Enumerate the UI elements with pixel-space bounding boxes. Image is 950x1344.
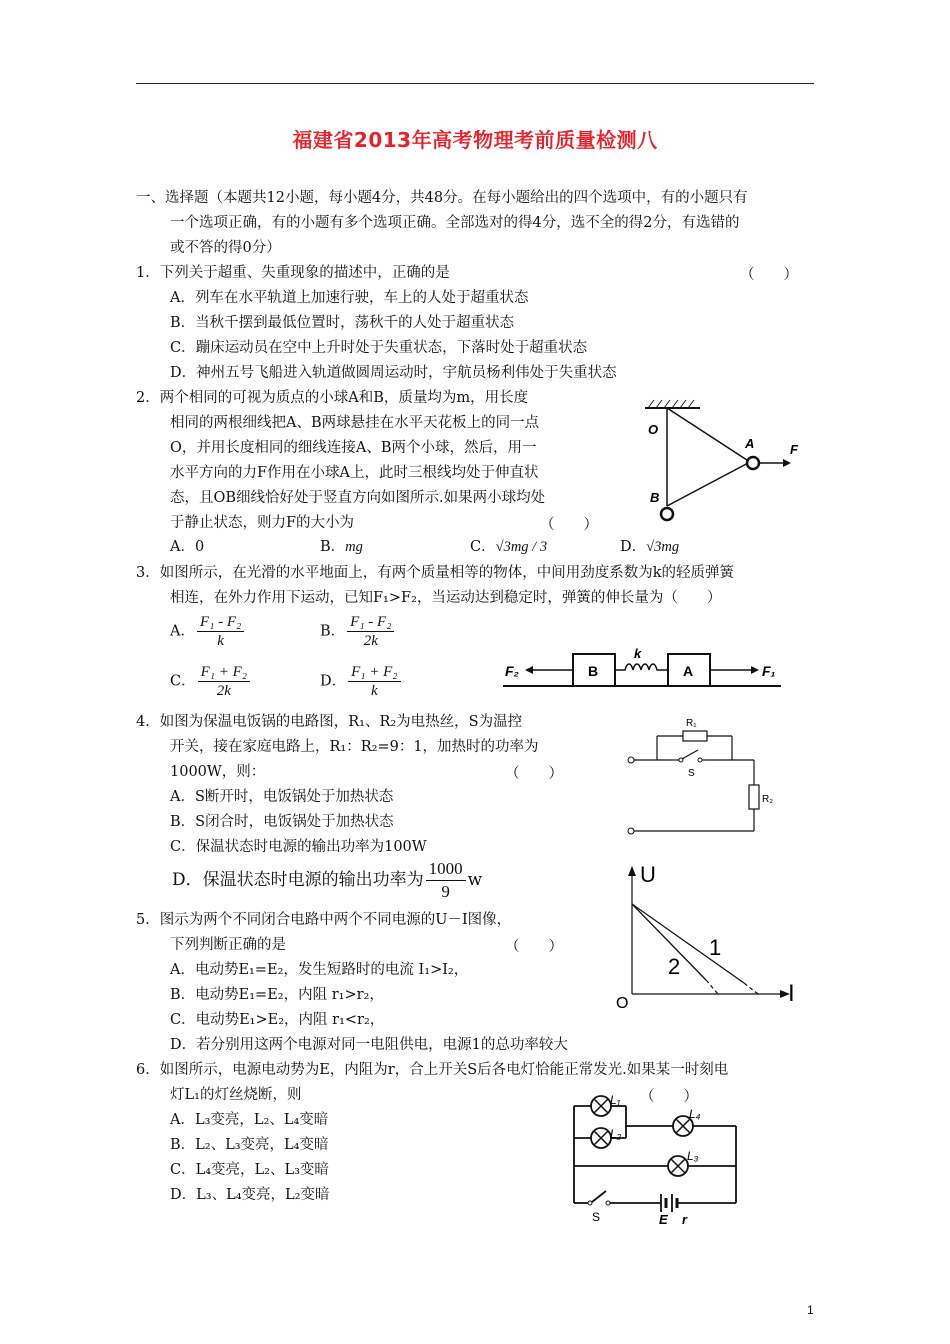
q4-option-a: A．S断开时，电饭锅处于加热状态 bbox=[170, 789, 394, 805]
q3-fig-f2: F₂ bbox=[505, 663, 519, 679]
q3-fig-k: k bbox=[634, 646, 642, 661]
q6-fig-l1: L₁ bbox=[610, 1093, 621, 1107]
resistor-r1 bbox=[683, 731, 707, 741]
q4-option-c: C．保温状态时电源的输出功率为100W bbox=[170, 839, 427, 855]
q5-fig-i: I bbox=[788, 980, 795, 1007]
q2-option-b: B．mg bbox=[320, 539, 363, 555]
q4-option-d: D．保温状态时电源的输出功率为 $\frac{1000}{9}$ w bbox=[172, 859, 483, 901]
q2-line6: 于静止状态，则力F的大小为 bbox=[170, 515, 355, 531]
q5-line1: 5．图示为两个不同闭合电路中两个不同电源的U－I图像， bbox=[136, 912, 512, 928]
q2-fig-f: F bbox=[790, 442, 798, 457]
q5-fig-label-2: 2 bbox=[668, 954, 681, 979]
q1-option-c: C．蹦床运动员在空中上升时处于失重状态，下落时处于超重状态 bbox=[170, 340, 588, 356]
q5-answer-paren: （ ） bbox=[505, 939, 563, 955]
q6-fig-l2: L₂ bbox=[610, 1127, 622, 1141]
q4-answer-paren: （ ） bbox=[505, 766, 563, 782]
q4-line1: 4．如图为保温电饭锅的电路图，R₁、R₂为电热丝，S为温控 bbox=[136, 714, 523, 730]
q2-line4: 水平方向的力F作用在小球A上，此时三根线均处于伸直状 bbox=[170, 465, 539, 481]
q5-fig-u: U bbox=[640, 862, 656, 887]
q3-option-b: B． $\frac{\text{F₁ - F₂}}{2k}$ bbox=[320, 613, 396, 650]
q4-fig-r1: R₁ bbox=[686, 718, 697, 729]
spring bbox=[615, 664, 668, 670]
q2-option-c: C．√3mg / 3 bbox=[470, 539, 548, 555]
q1-answer-paren: （ ） bbox=[740, 267, 798, 283]
ball-a bbox=[747, 457, 759, 469]
header-rule bbox=[136, 83, 814, 84]
section-header-line1: 一、选择题（本题共12小题，每小题4分，共48分。在每小题给出的四个选项中，有的小题只有 bbox=[136, 190, 748, 206]
q2-fig-b: B bbox=[650, 490, 660, 505]
q2-option-d: D．√3mg bbox=[620, 539, 680, 555]
q1-stem: 1．下列关于超重、失重现象的描述中，正确的是 bbox=[136, 265, 450, 281]
q2-line3: O，并用长度相同的细线连接A、B两个小球，然后，用一 bbox=[170, 440, 537, 456]
line-1 bbox=[632, 904, 744, 983]
q6-fig-s: S bbox=[592, 1210, 601, 1224]
q2-line2: 相同的两根细线把A、B两球悬挂在水平天花板上的同一点 bbox=[170, 415, 540, 431]
q6-fig-r: r bbox=[682, 1212, 688, 1227]
q5-fig-o: O bbox=[616, 995, 629, 1012]
section-header-line3: 或不答的得0分） bbox=[170, 240, 281, 256]
q6-fig-l3: L₃ bbox=[687, 1149, 699, 1163]
q4-option-b: B．S闭合时，电饭锅处于加热状态 bbox=[170, 814, 394, 830]
q3-option-d: D． $\frac{\text{F₁ + F₂}}{k}$ bbox=[320, 663, 403, 700]
q4-fig-r2: R₂ bbox=[762, 794, 774, 805]
q5-option-b: B．电动势E₁=E₂，内阻 r₁>r₂， bbox=[170, 987, 384, 1003]
q3-line1: 3．如图所示，在光滑的水平地面上，有两个质量相等的物体，中间用劲度系数为k的轻质弹簧 bbox=[136, 565, 735, 581]
page-title: 福建省2013年高考物理考前质量检测八 bbox=[292, 128, 658, 152]
q2-fig-a: A bbox=[745, 436, 755, 451]
resistor-r2 bbox=[749, 785, 759, 809]
q1-option-a: A．列车在水平轨道上加速行驶，车上的人处于超重状态 bbox=[170, 290, 529, 306]
q4-line2: 开关，接在家庭电路上，R₁：R₂=9：1，加热时的功率为 bbox=[170, 739, 539, 755]
q5-line2: 下列判断正确的是 bbox=[170, 937, 286, 953]
q3-figure bbox=[503, 648, 788, 690]
q6-fig-e: E bbox=[659, 1212, 668, 1227]
q5-option-d: D．若分别用这两个电源对同一电阻供电，电源1的总功率较大 bbox=[170, 1037, 568, 1053]
page-number: 1 bbox=[807, 1303, 814, 1317]
q2-option-a: A．0 bbox=[170, 539, 205, 555]
q6-line2: 灯L₁的灯丝烧断，则 bbox=[170, 1087, 302, 1103]
q5-fig-label-1: 1 bbox=[709, 935, 722, 960]
q6-option-b: B．L₂、L₃变亮，L₄变暗 bbox=[170, 1137, 329, 1153]
q3-option-a: A． $\frac{\text{F₁ - F₂}}{k}$ bbox=[170, 613, 246, 650]
q1-option-b: B．当秋千摆到最低位置时，荡秋千的人处于超重状态 bbox=[170, 315, 515, 331]
q3-line2: 相连，在外力作用下运动，已知F₁>F₂，当运动达到稳定时，弹簧的伸长量为（ ） bbox=[170, 590, 722, 606]
q2-figure bbox=[640, 398, 820, 528]
q4-line3: 1000W，则： bbox=[170, 764, 266, 780]
q3-fig-f1: F₁ bbox=[762, 663, 776, 679]
q6-line1: 6．如图所示，电源电动势为E，内阻为r，合上开关S后各电灯恰能正常发光.如果某一时刻电 bbox=[136, 1062, 729, 1078]
q3-option-c: C． $\frac{\text{F₁ + F₂}}{2k}$ bbox=[170, 663, 252, 700]
section-header-line2: 一个选项正确，有的小题有多个选项正确。全部选对的得4分，选不全的得2分，有选错的 bbox=[170, 215, 740, 231]
q6-figure bbox=[566, 1088, 781, 1228]
q2-answer-paren: （ ） bbox=[540, 517, 598, 533]
q3-fig-b: B bbox=[588, 663, 599, 679]
q6-fig-l4: L₄ bbox=[689, 1107, 701, 1121]
q5-option-a: A．电动势E₁=E₂，发生短路时的电流 I₁>I₂， bbox=[170, 962, 469, 978]
q5-figure bbox=[612, 862, 812, 1012]
q6-option-d: D．L₃、L₄变亮，L₂变暗 bbox=[170, 1187, 330, 1203]
q1-option-d: D．神州五号飞船进入轨道做圆周运动时，宇航员杨利伟处于失重状态 bbox=[170, 365, 617, 381]
q4-fig-s: S bbox=[688, 768, 695, 779]
q6-option-c: C．L₄变亮，L₂、L₃变暗 bbox=[170, 1162, 329, 1178]
q2-line5: 态，且OB细线恰好处于竖直方向如图所示.如果两小球均处 bbox=[170, 490, 546, 506]
q5-option-c: C．电动势E₁>E₂，内阻 r₁<r₂， bbox=[170, 1012, 385, 1028]
q6-answer-paren: （ ） bbox=[640, 1089, 698, 1105]
q4-figure bbox=[622, 712, 782, 837]
q2-fig-o: O bbox=[648, 422, 659, 437]
q2-line1: 2．两个相同的可视为质点的小球A和B，质量均为m，用长度 bbox=[136, 390, 529, 406]
ball-b bbox=[661, 508, 673, 520]
q3-fig-a: A bbox=[683, 663, 694, 679]
q6-option-a: A．L₃变亮，L₂、L₄变暗 bbox=[170, 1112, 329, 1128]
